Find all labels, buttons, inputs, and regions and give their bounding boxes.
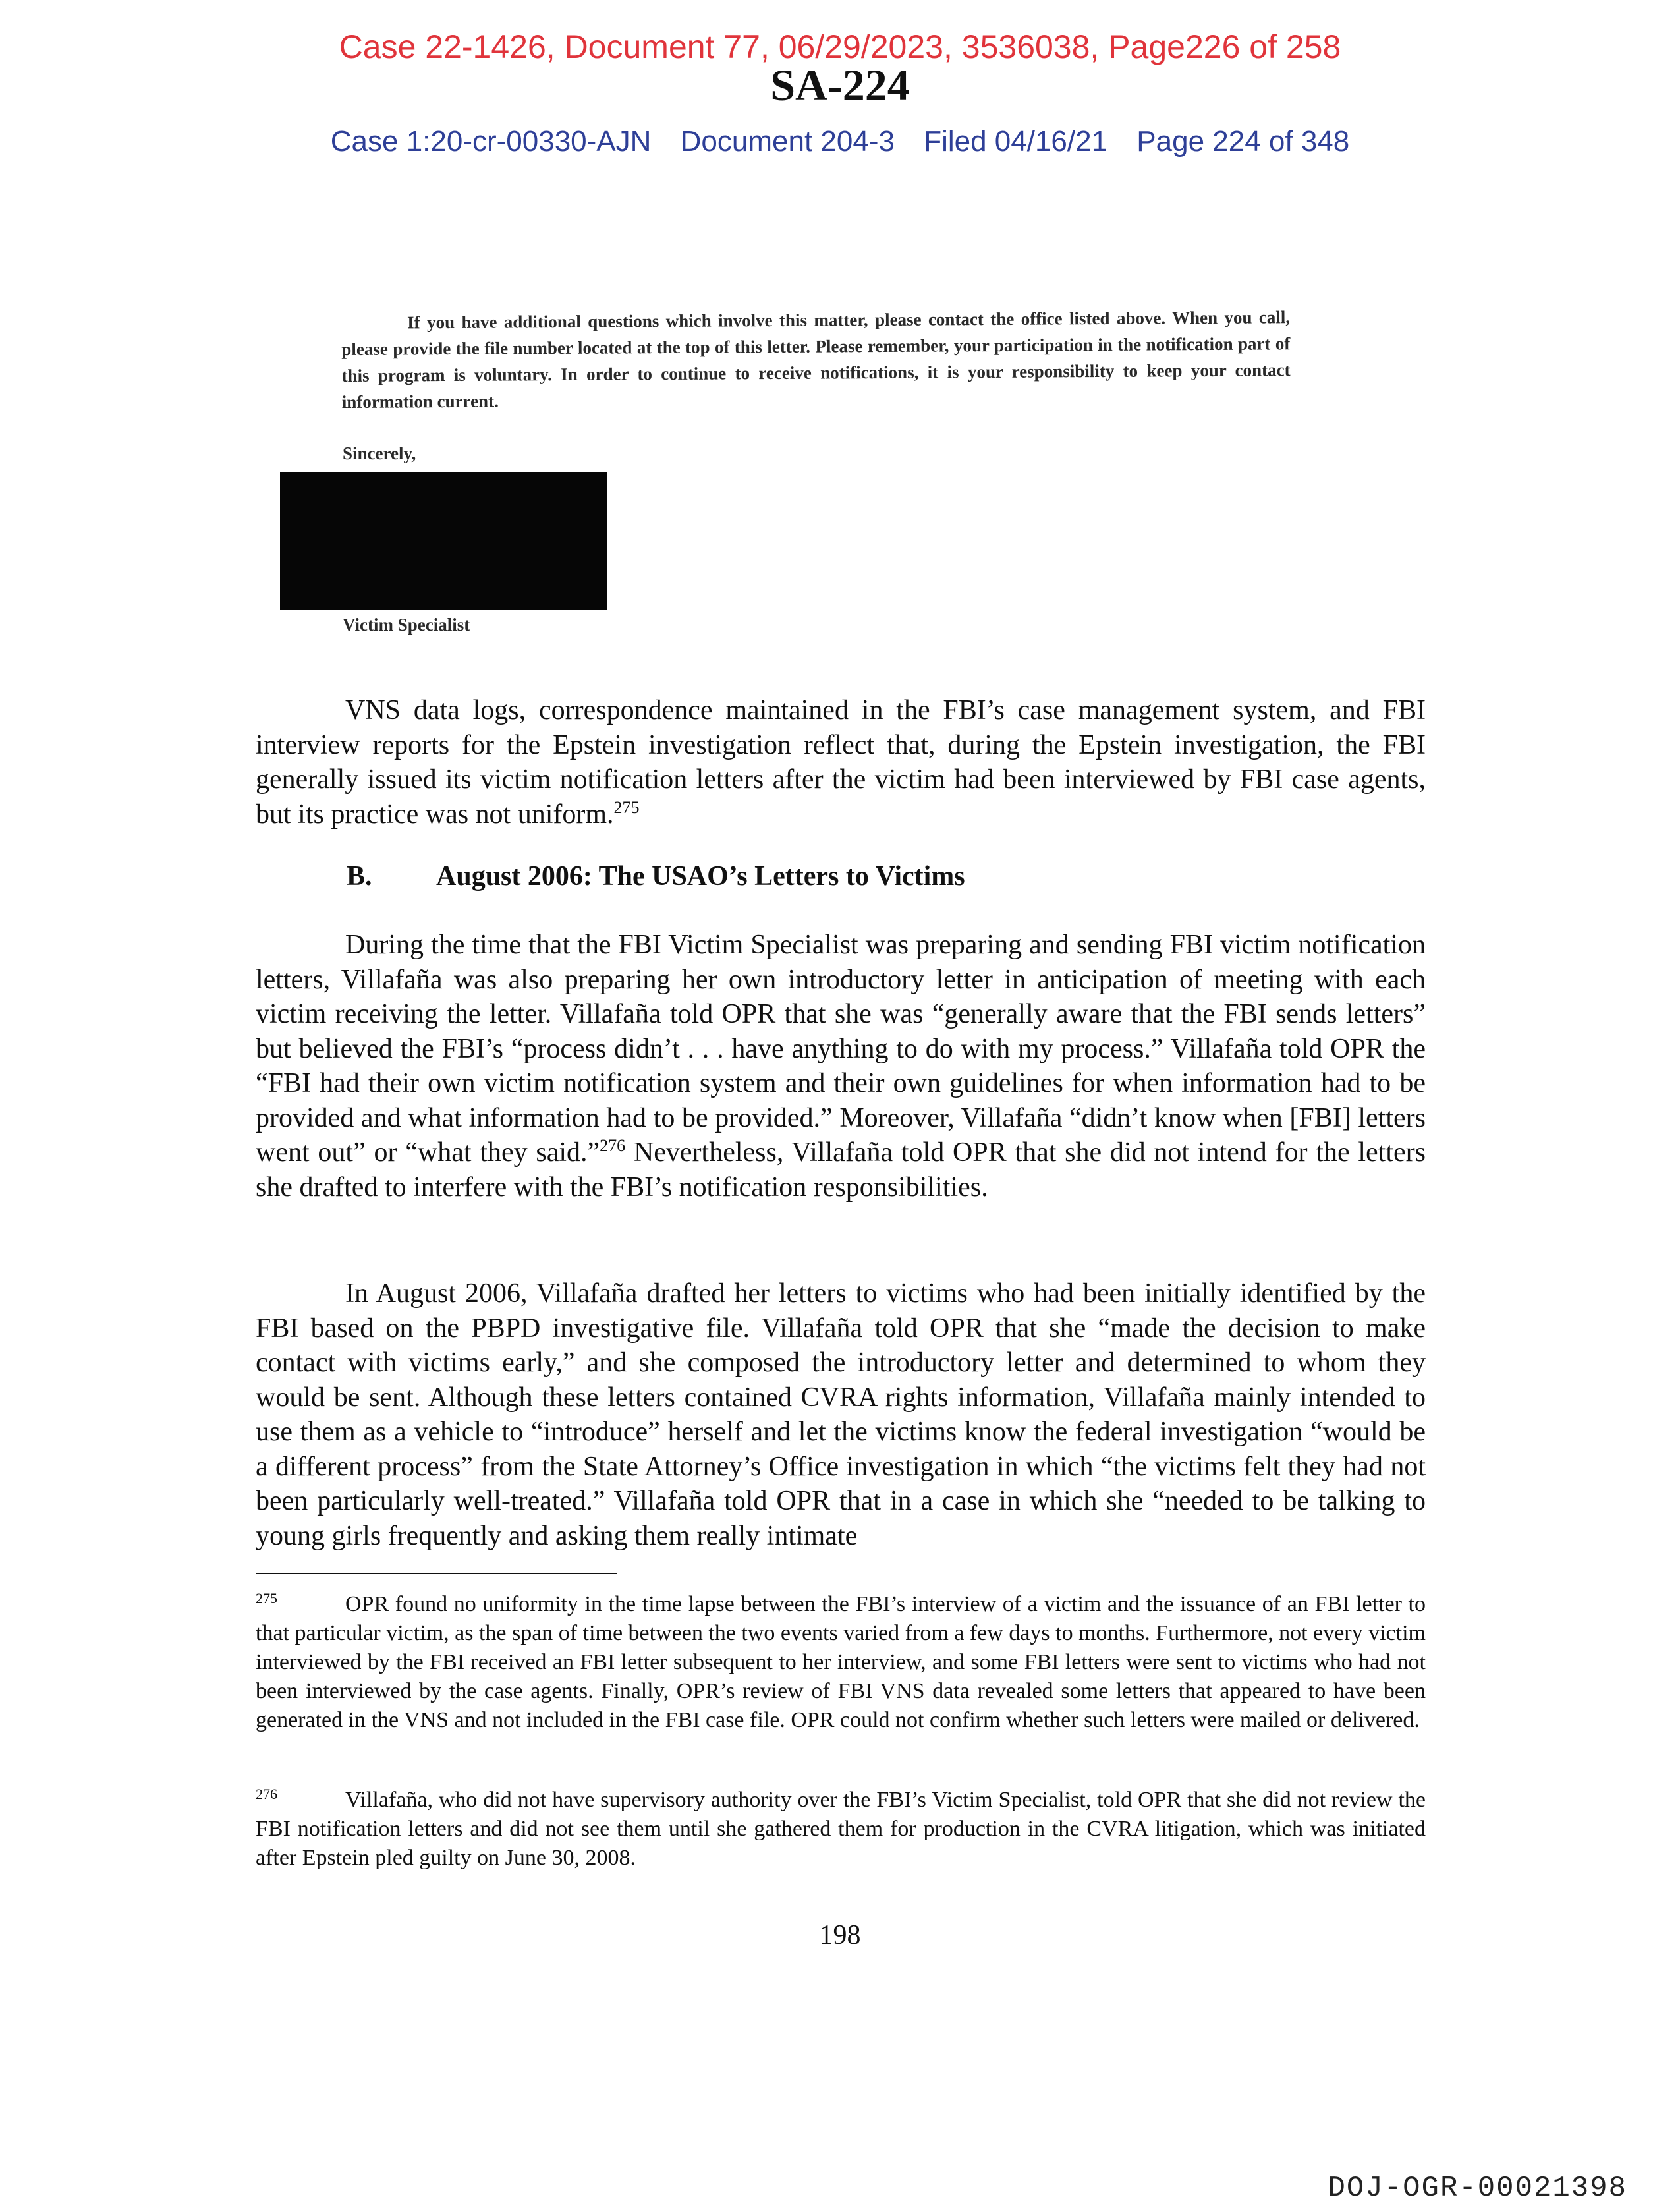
section-title: August 2006: The USAO’s Letters to Victims xyxy=(436,861,965,892)
body-paragraph-1 xyxy=(256,693,1426,832)
body-paragraph-2-text-b: Nevertheless, Villafaña told OPR that she did not intend for the letters she drafted to interfere with the FBI’s notification responsibilities. xyxy=(256,1137,1426,1203)
footnote-275: 275 OPR found no uniformity in the time lapse between the FBI’s interview of a victim and the issuance of an FBI letter to that particular victim, as the span of time between the two events varied from a few days to months. Furthermore, not every victim interviewed by the FBI received an FBI letter subsequent to her interview, and some FBI letters were sent to victims who had not been interviewed by the case agents. Finally, OPR’s review of FBI VNS data revealed some letters that appeared to have been generated in the VNS and not included in the FBI case file. OPR could not confirm whether such letters were mailed or delivered. xyxy=(256,1589,1426,1732)
page-number: 198 xyxy=(819,1920,861,1950)
scanned-letter-closing: Sincerely, xyxy=(343,443,416,463)
sa-page-number: SA-224 xyxy=(770,60,910,110)
body-paragraph-3: In August 2006, Villafaña drafted her letters to victims who had been initially identified by the FBI based on the PBPD investigative file. Villafaña told OPR that she “made the decision to make contact with victims early,” and she composed the introductory letter and determined to whom they would be sent. Although these letters contained CVRA rights information, Villafaña mainly intended to use them as a vehicle to “introduce” herself and let the victims know the federal investigation “would be a different process” from the State Attorney’s Office investigation in which “the victims felt they had not been particularly well-treated.” Villafaña told OPR that in a case in which she “needed to be talking to young girls frequently and asking them really intimate xyxy=(256,1278,1426,1551)
appeal-case-header: Case 22-1426, Document 77, 06/29/2023, 3536038, Page226 of 258 xyxy=(339,28,1341,65)
section-letter: B. xyxy=(347,861,372,892)
redaction-block xyxy=(280,472,607,610)
scanned-letter-signature-title: Victim Specialist xyxy=(343,615,470,635)
district-case-number: Case 1:20-cr-00330-AJN xyxy=(330,125,652,157)
bates-number: DOJ-OGR-00021398 xyxy=(1328,2172,1627,2205)
district-case-header xyxy=(0,125,1680,158)
scanned-letter-paragraph: If you have additional questions which involve this matter, please contact the office listed above. When you call, please provide the file number located at the top of this letter. Please remember, your participation in the notification part of this program is voluntary. In order to continue to receive notifications, it is your responsibility to keep your contact information current. xyxy=(341,307,1291,412)
body-paragraph-1-text: VNS data logs, correspondence maintained in the FBI’s case management system, and FBI interview reports for the Epstein investigation reflect that, during the Epstein investigation, the FBI generally issued its victim notification letters after the victim had been interviewed by FBI case agents, but its practice was not uniform. xyxy=(256,695,1426,830)
section-heading xyxy=(347,861,965,892)
body-paragraph-2 xyxy=(256,928,1426,1205)
footnote-ref-275: 275 xyxy=(613,797,640,817)
footnote-276-text: Villafaña, who did not have supervisory authority over the FBI’s Victim Specialist, told OPR that she did not review the FBI notification letters and did not see them until she gathered them for production in the CVRA litigation, which was initiated after Epstein pled guilty on June 30, 2008. xyxy=(256,1788,1426,1870)
footnote-276: 276 Villafaña, who did not have supervisory authority over the FBI’s Victim Specialist, told OPR that she did not review the FBI notification letters and did not see them until she gathered them for production in the CVRA litigation, which was initiated after Epstein pled guilty on June 30, 2008. xyxy=(256,1785,1426,1870)
footnote-275-text: OPR found no uniformity in the time lapse between the FBI’s interview of a victim and the issuance of an FBI letter to that particular victim, as the span of time between the two events varied from a few days to months. Furthermore, not every victim interviewed by the FBI received an FBI letter subsequent to her interview, and some FBI letters were sent to victims who had not been interviewed by the case agents. Finally, OPR’s review of FBI VNS data revealed some letters that appeared to have been generated in the VNS and not included in the FBI case file. OPR could not confirm whether such letters were mailed or delivered. xyxy=(256,1592,1426,1732)
district-page-count: Page 224 of 348 xyxy=(1136,125,1350,157)
district-filed-date: Filed 04/16/21 xyxy=(924,125,1108,157)
district-document-number: Document 204-3 xyxy=(680,125,895,157)
footnote-divider xyxy=(256,1573,617,1574)
footnote-ref-276: 276 xyxy=(600,1136,626,1155)
body-paragraph-2-text-a: During the time that the FBI Victim Specialist was preparing and sending FBI victim notification letters, Villafaña was also preparing her own introductory letter in anticipation of meeting with each victim receiving the letter. Villafaña told OPR that she was “generally aware that the FBI sends letters” but believed the FBI’s “process didn’t . . . have anything to do with my process.” Villafaña told OPR the “FBI had their own victim notification system and their own guidelines for when information had to be provided and what information had to be provided.” Moreover, Villafaña “didn’t know when [FBI] letters went out” or “what they said.” xyxy=(256,930,1426,1168)
